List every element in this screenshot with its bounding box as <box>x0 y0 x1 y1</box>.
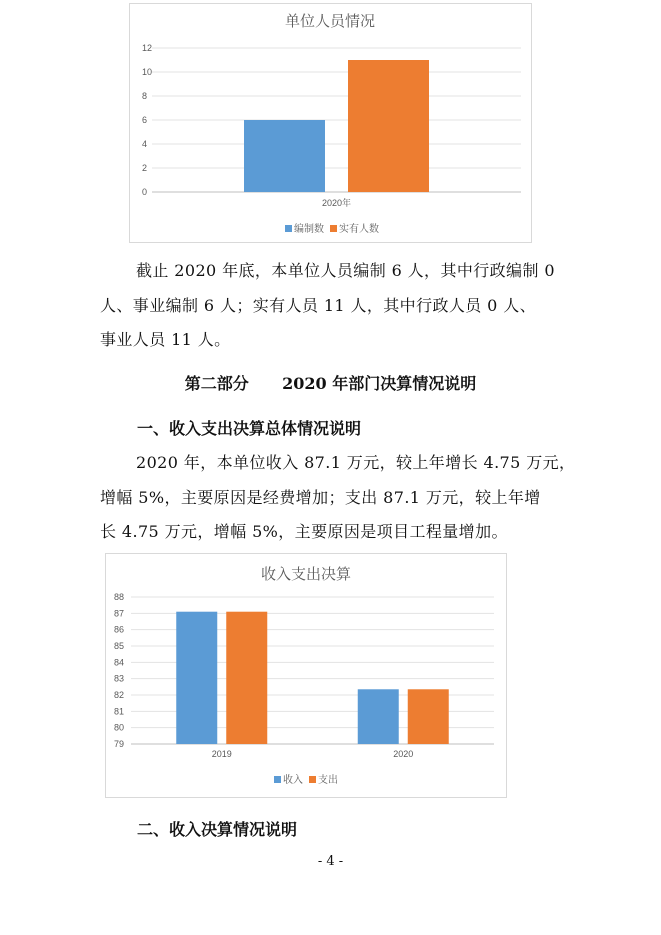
staff-chart-y-tick-label: 10 <box>142 67 153 77</box>
staff-paragraph-line-3: 事业人员 11 人。 <box>100 330 231 349</box>
income-expense-chart-y-tick-label: 83 <box>114 673 125 684</box>
income-expense-chart-title: 收入支出决算 <box>260 566 352 583</box>
section1-paragraph-line-2: 增幅 5%，主要原因是经费增加；支出 87.1 万元，较上年增 <box>100 488 541 507</box>
staff-chart-legend-swatch <box>330 225 337 232</box>
staff-chart-x-tick-label: 2020年 <box>321 198 352 208</box>
income-expense-chart-y-tick-label: 88 <box>114 592 125 602</box>
staff-chart-y-tick-label: 2 <box>142 163 148 173</box>
staff-paragraph-line-2: 人、事业编制 6 人；实有人员 11 人，其中行政人员 0 人、 <box>100 296 537 315</box>
section1-paragraph-line-3: 长 4.75 万元，增幅 5%，主要原因是项目工程量增加。 <box>100 522 508 541</box>
part2-heading: 第二部分 2020 年部门决算情况说明 <box>184 374 477 393</box>
income-expense-chart-bar-支出-2019 <box>226 612 267 744</box>
income-expense-chart-y-tick-label: 79 <box>114 739 125 749</box>
page-number: - 4 - <box>317 854 344 869</box>
income-expense-chart-y-tick-label: 80 <box>114 722 125 733</box>
staff-chart-y-tick-label: 6 <box>142 115 148 125</box>
income-expense-chart-y-tick-label: 81 <box>114 706 125 717</box>
income-expense-chart-legend-label: 支出 <box>318 775 338 786</box>
staff-chart-y-tick-label: 12 <box>142 43 153 53</box>
staff-chart-legend-swatch <box>285 225 292 232</box>
staff-chart-legend-label: 实有人数 <box>339 224 379 235</box>
staff-chart-y-tick-label: 0 <box>142 187 148 197</box>
income-expense-chart-x-tick-label: 2020 <box>393 749 414 759</box>
income-expense-chart-svg <box>106 554 506 797</box>
income-expense-chart-legend-label: 收入 <box>283 775 303 786</box>
income-expense-chart-bar-收入-2020 <box>358 689 399 744</box>
staff-chart <box>129 3 532 243</box>
staff-chart-svg <box>130 4 531 242</box>
staff-chart-y-tick-label: 4 <box>142 139 148 149</box>
income-expense-chart-x-tick-label: 2019 <box>211 749 232 759</box>
income-expense-chart-y-tick-label: 84 <box>114 657 125 668</box>
staff-chart-bar-实有人数-2020年 <box>348 60 429 192</box>
income-expense-chart-y-tick-label: 85 <box>114 641 125 651</box>
income-expense-chart-legend-swatch <box>274 776 281 783</box>
income-expense-chart-y-tick-label: 86 <box>114 624 125 635</box>
income-expense-chart-y-tick-label: 82 <box>114 690 125 700</box>
staff-chart-y-tick-label: 8 <box>142 91 148 101</box>
income-expense-chart-bar-收入-2019 <box>176 612 217 744</box>
staff-chart-title: 单位人员情况 <box>284 13 376 30</box>
income-expense-chart-y-tick-label: 87 <box>114 608 125 619</box>
section1-paragraph-line-1: 2020 年，本单位收入 87.1 万元，较上年增长 4.75 万元， <box>136 453 576 472</box>
section2-heading: 二、收入决算情况说明 <box>137 820 298 839</box>
section1-heading: 一、收入支出决算总体情况说明 <box>137 419 362 438</box>
income-expense-chart-legend-swatch <box>309 776 316 783</box>
staff-chart-legend-label: 编制数 <box>294 224 324 235</box>
staff-chart-bar-编制数-2020年 <box>244 120 325 192</box>
income-expense-chart <box>105 553 507 798</box>
staff-paragraph-line-1: 截止 2020 年底，本单位人员编制 6 人，其中行政编制 0 <box>136 261 555 280</box>
income-expense-chart-bar-支出-2020 <box>408 689 449 744</box>
